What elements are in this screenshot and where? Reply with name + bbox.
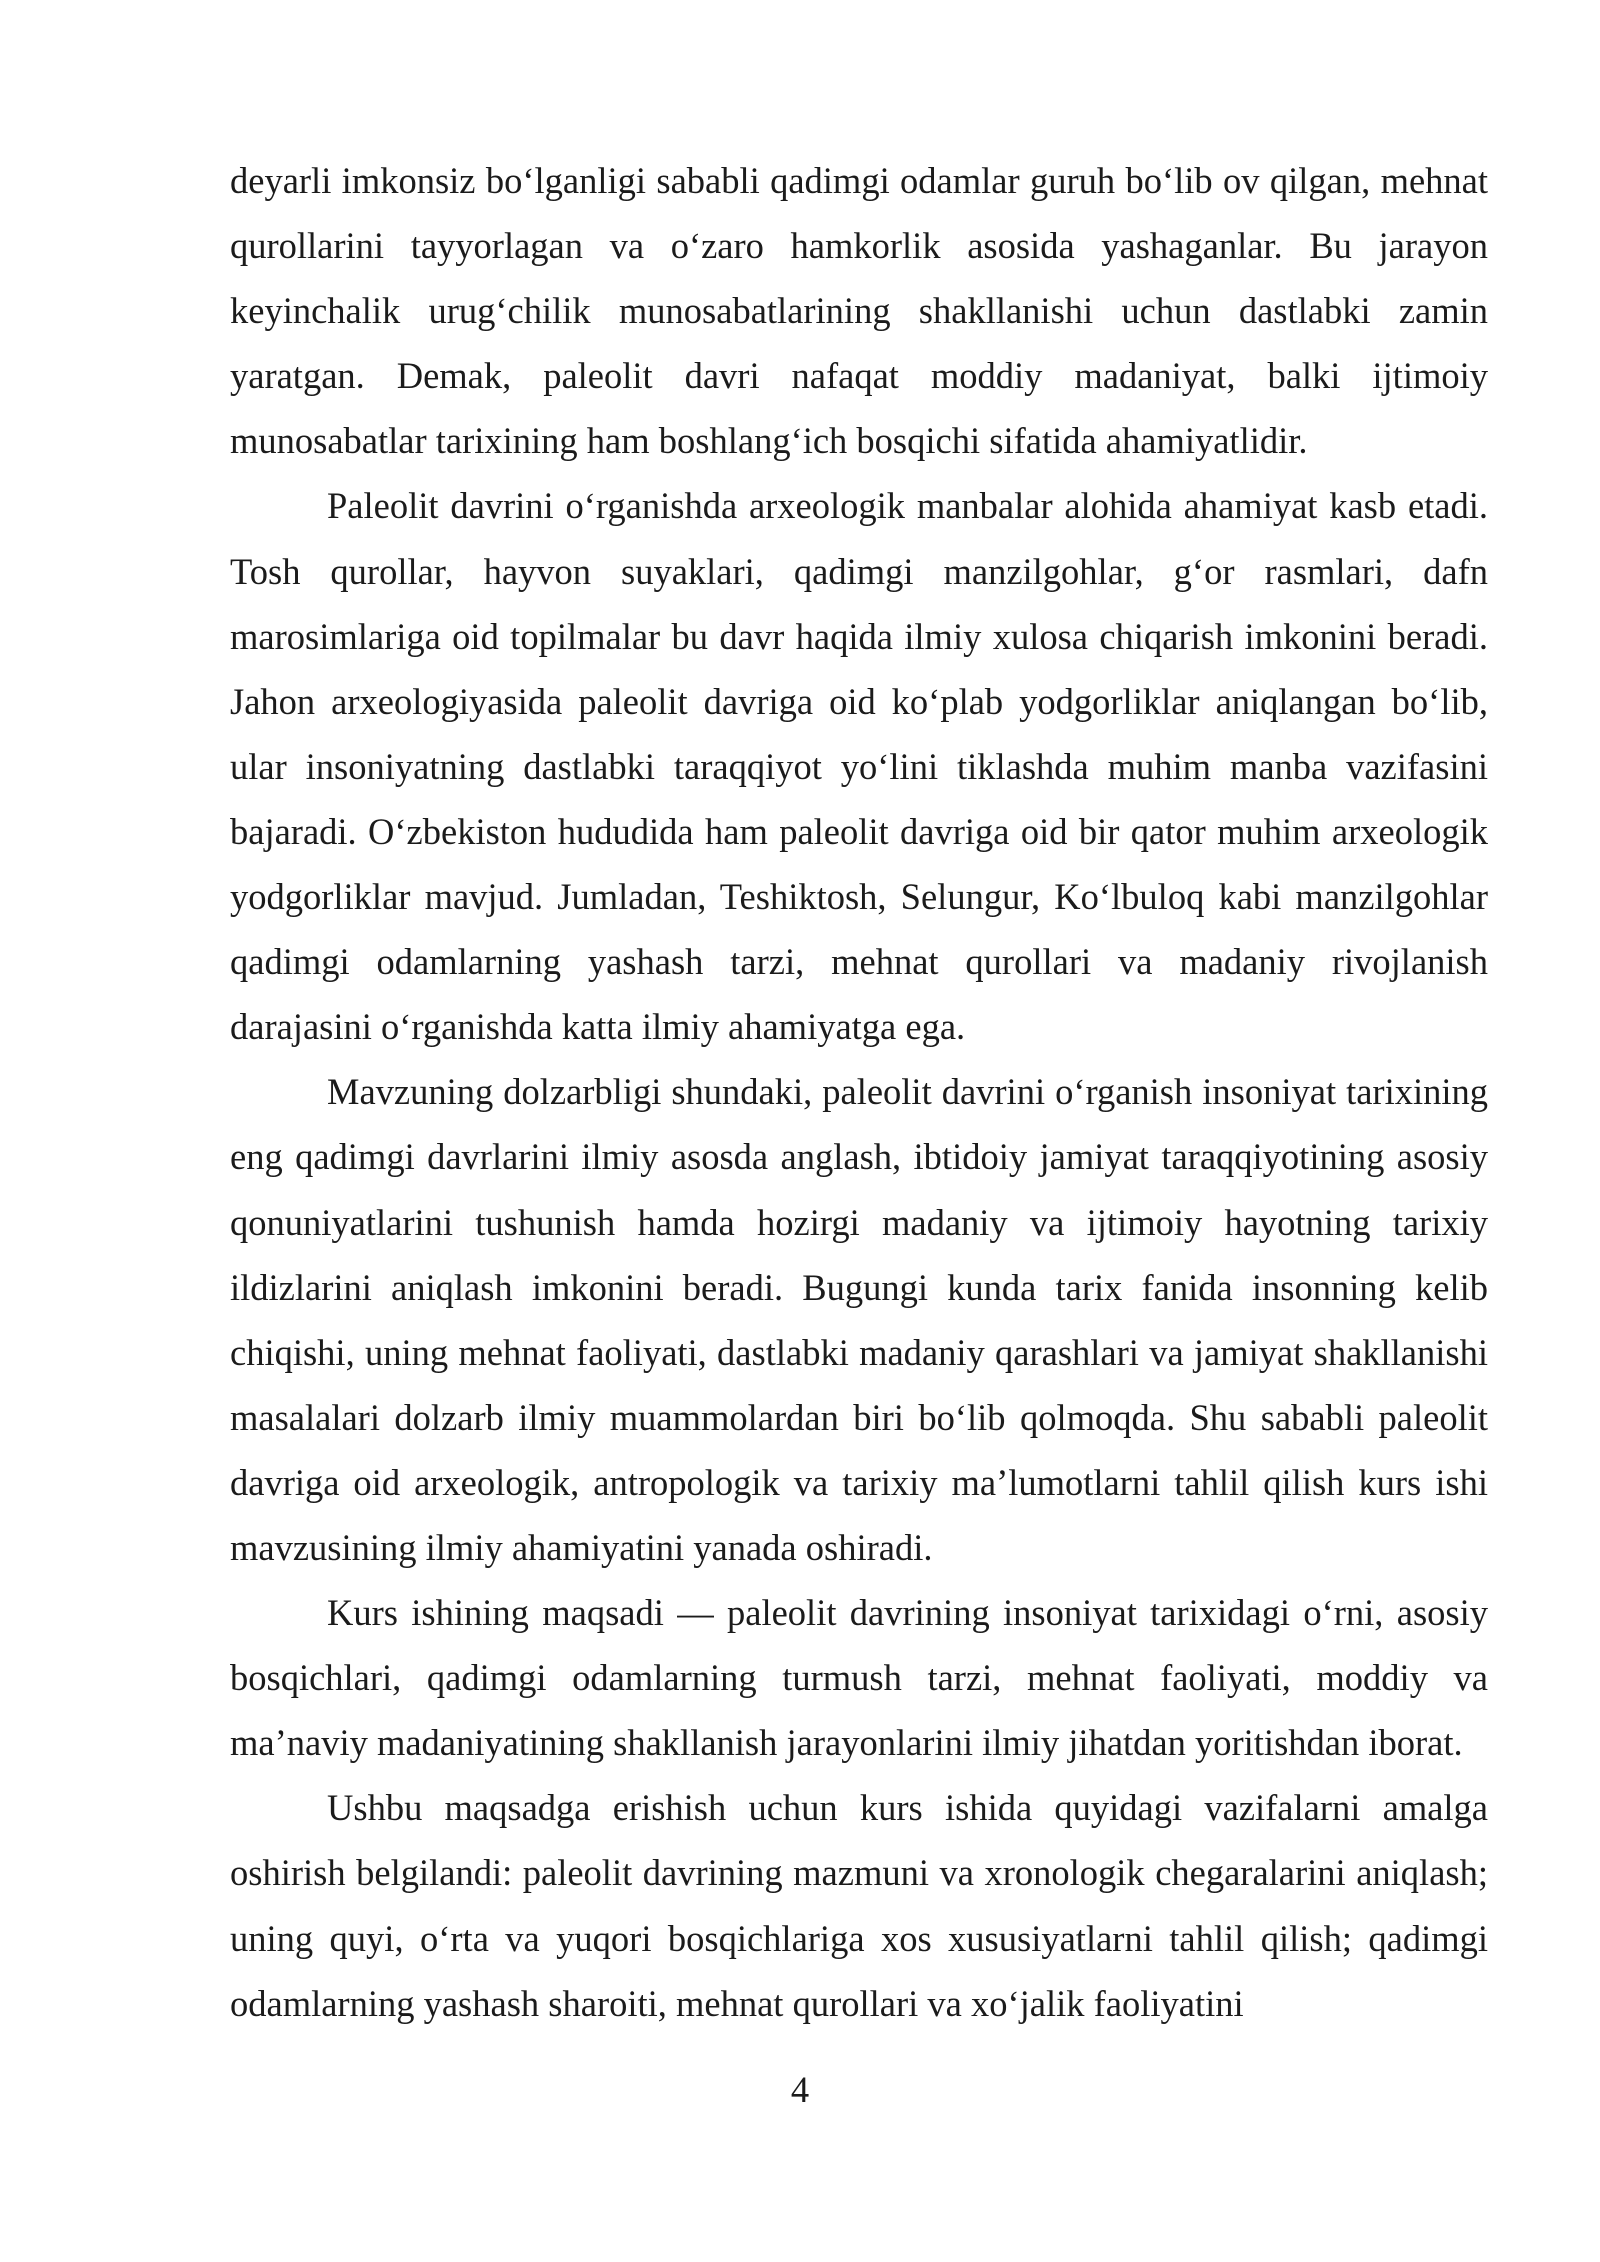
paragraph-4: Kurs ishining maqsadi — paleolit davrining insoniyat tarixidagi o‘rni, asosiy bosqichlari, qadimgi odamlarning turmush tarzi, mehnat faoliyati, moddiy va ma’naviy madaniyatining shakllanish jarayonlarini ilmiy jihatdan yoritishdan iborat. [230, 1592, 1488, 1764]
paragraph-5: Ushbu maqsadga erishish uchun kurs ishida quyidagi vazifalarni amalga oshirish belgilandi: paleolit davrining mazmuni va xronologik chegaralarini aniqlash; uning quyi, o‘rta va yuqori bosqichlariga xos xususiyatlarni tahlil qilish; qadimgi odamlarning yashash sharoiti, mehnat qurollari va xo‘jalik faoliyatini [230, 1787, 1488, 2024]
paragraph-3: Mavzuning dolzarbligi shundaki, paleolit davrini o‘rganish insoniyat tarixining eng qadimgi davrlarini ilmiy asosda anglash, ibtidoiy jamiyat taraqqiyotining asosiy qonuniyatlarini tushunish hamda hozirgi madaniy va ijtimoiy hayotning tarixiy ildizlarini aniqlash imkonini beradi. Bugungi kunda tarix fanida insonning kelib chiqishi, uning mehnat faoliyati, dastlabki madaniy qarashlari va jamiyat shakllanishi masalalari dolzarb ilmiy muammolardan biri bo‘lib qolmoqda. Shu sababli paleolit davriga oid arxeologik, antropologik va tarixiy ma’lumotlarni tahlil qilish kurs ishi mavzusining ilmiy ahamiyatini yanada oshiradi. [230, 1071, 1488, 1568]
paragraph-1: deyarli imkonsiz bo‘lganligi sababli qadimgi odamlar guruh bo‘lib ov qilgan, mehnat qurollarini tayyorlagan va o‘zaro hamkorlik asosida yashaganlar. Bu jarayon keyinchalik urug‘chilik munosabatlarining shakllanishi uchun dastlabki zamin yaratgan. Demak, paleolit davri nafaqat moddiy madaniyat, balki ijtimoiy munosabatlar tarixining ham boshlang‘ich bosqichi sifatida ahamiyatlidir. [230, 160, 1488, 462]
page-number: 4 [790, 2069, 810, 2110]
paragraph-2: Paleolit davrini o‘rganishda arxeologik manbalar alohida ahamiyat kasb etadi. Tosh qurollar, hayvon suyaklari, qadimgi manzilgohlar, g‘or rasmlari, dafn marosimlariga oid topilmalar bu davr haqida ilmiy xulosa chiqarish imkonini beradi. Jahon arxeologiyasida paleolit davriga oid ko‘plab yodgorliklar aniqlangan bo‘lib, ular insoniyatning dastlabki taraqqiyot yo‘lini tiklashda muhim manba vazifasini bajaradi. O‘zbekiston hududida ham paleolit davriga oid bir qator muhim arxeologik yodgorliklar mavjud. Jumladan, Teshiktosh, Selungur, Ko‘lbuloq kabi manzilgohlar qadimgi odamlarning yashash tarzi, mehnat qurollari va madaniy rivojlanish darajasini o‘rganishda katta ilmiy ahamiyatga ega. [230, 485, 1488, 1048]
document-body [230, 148, 1488, 2036]
